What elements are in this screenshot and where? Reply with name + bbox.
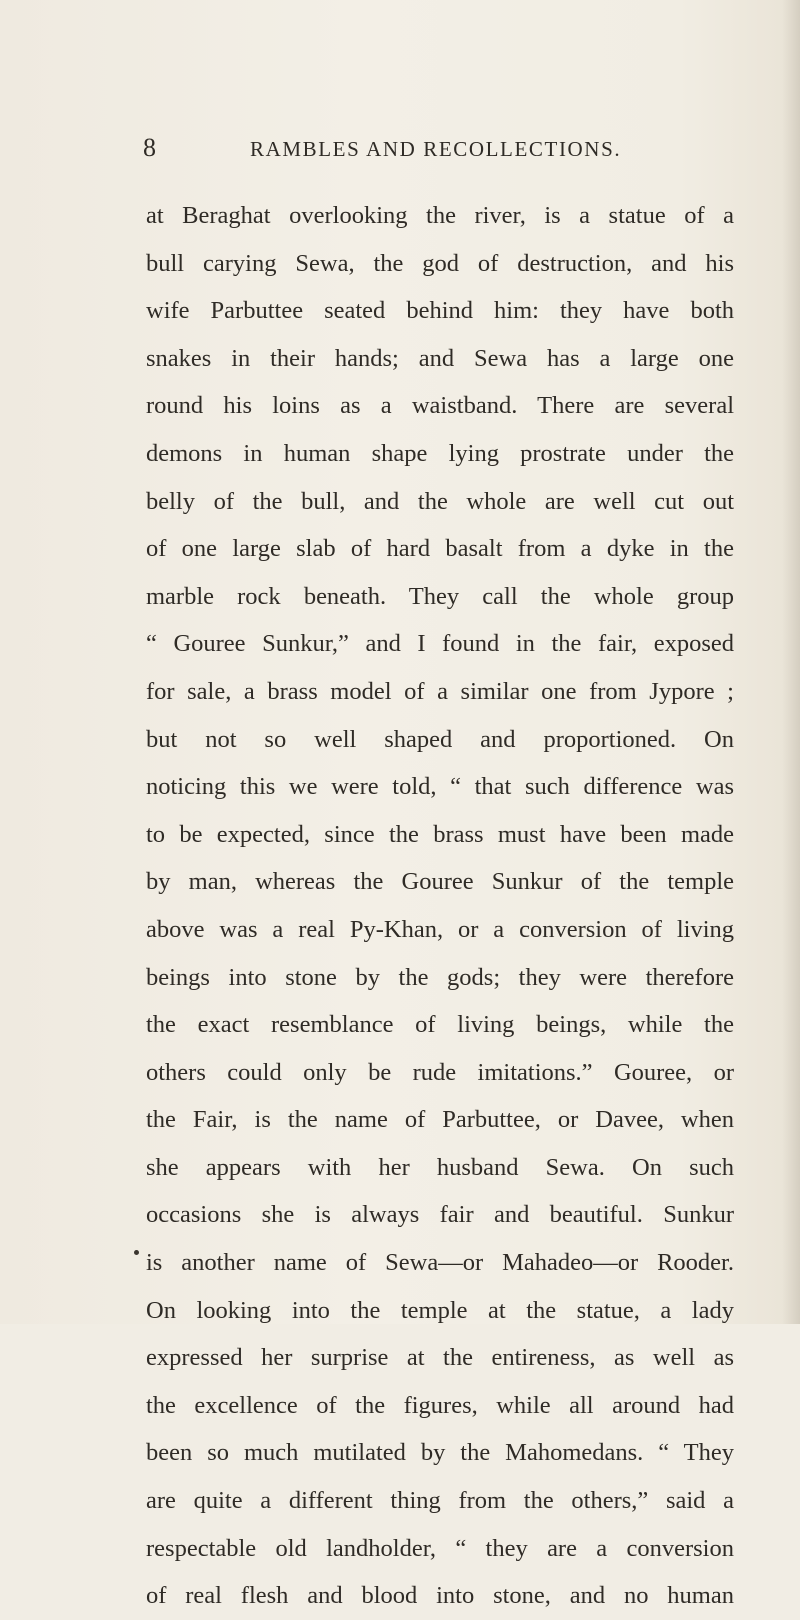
text-line: at Beraghat overlooking the river, is a statue of a [146,202,734,229]
page-header [0,132,800,164]
text-line: On looking into the temple at the statue, a lady [146,1296,734,1324]
text-line: for sale, a brass model of a similar one from Jypore ; [146,677,734,705]
text-line: of real flesh and blood into stone, and no human [146,1582,734,1610]
text-line: is another name of Sewa—or Mahadeo—or Rooder. [146,1249,734,1277]
text-line: “ Gouree Sunkur,” and I found in the fair, exposed [146,630,734,658]
text-line: others could only be rude imitations.” Gouree, or [146,1058,734,1086]
text-line: round his loins as a waistband. There are several [146,392,734,420]
text-line: wife Parbuttee seated behind him: they have both [146,297,734,325]
text-line: marble rock beneath. They call the whole group [146,582,734,610]
text-line: she appears with her husband Sewa. On such [146,1153,734,1181]
text-line: above was a real Py-Khan, or a conversion of living [146,915,734,943]
text-line: but not so well shaped and proportioned. On [146,725,734,753]
ink-speck [134,1250,139,1255]
text-line: are quite a different thing from the others,” said a [146,1487,734,1515]
text-line: bull carying Sewa, the god of destruction, and his [146,249,734,277]
text-line: respectable old landholder, “ they are a conversion [146,1534,734,1562]
text-line: of one large slab of hard basalt from a dyke in the [146,535,734,563]
running-head: RAMBLES AND RECOLLECTIONS. [250,137,622,161]
text-line: the Fair, is the name of Parbuttee, or Davee, when [146,1106,734,1134]
text-line: noticing this we were told, “ that such difference was [146,773,734,801]
text-line: beings into stone by the gods; they were therefore [146,963,734,991]
text-line: demons in human shape lying prostrate under the [146,439,734,467]
page-number: 8 [143,133,156,162]
text-line: the excellence of the figures, while all around had [146,1391,734,1419]
text-line: to be expected, since the brass must have been made [146,820,734,848]
text-line: expressed her surprise at the entireness, as well as [146,1344,734,1372]
text-line: belly of the bull, and the whole are well cut out [146,487,734,515]
body-text [146,192,734,1620]
text-line: been so much mutilated by the Mahomedans. “ They [146,1439,734,1467]
text-line: by man, whereas the Gouree Sunkur of the temple [146,868,734,896]
page-edge-shadow [782,0,800,1324]
text-line: the exact resemblance of living beings, while the [146,1011,734,1039]
text-line: snakes in their hands; and Sewa has a large one [146,344,734,372]
text-line: occasions she is always fair and beautiful. Sunkur [146,1201,734,1229]
